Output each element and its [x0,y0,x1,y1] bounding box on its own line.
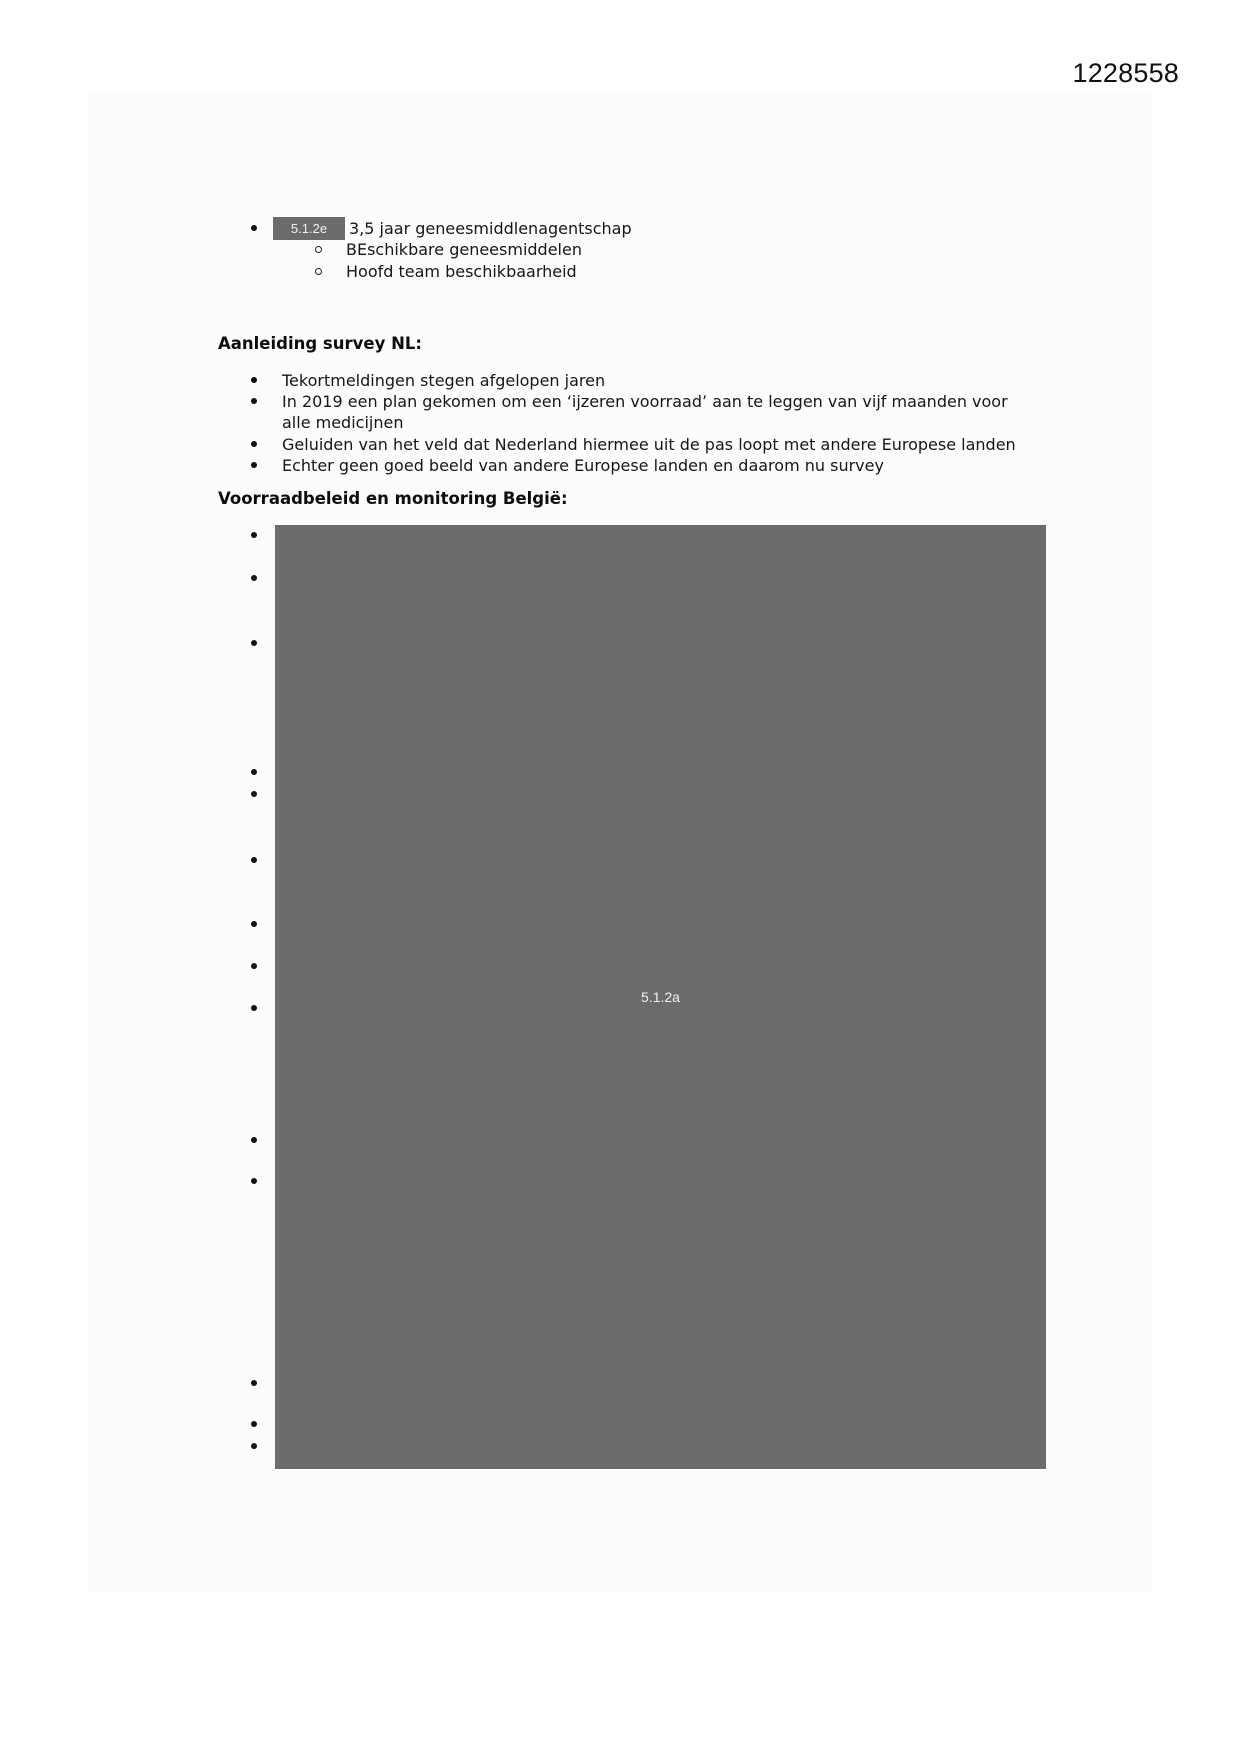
bullet-icon [251,1380,257,1386]
section-heading: Aanleiding survey NL: [218,334,422,353]
bullet-icon [251,1443,257,1449]
redaction-label: 5.1.2a [641,989,680,1005]
bullet-icon [251,1421,257,1427]
bullet-icon [251,532,257,538]
redaction-box [275,525,1046,1469]
bullet-icon [251,769,257,775]
bullet-icon [251,1137,257,1143]
bullet-icon [251,398,257,404]
bullet-icon [251,921,257,927]
bullet-icon [251,640,257,646]
sub-list-item-text: Hoofd team beschikbaarheid [346,262,577,281]
sub-bullet-icon [315,246,322,253]
document-number: 1228558 [1072,58,1179,88]
list-item-text: Tekortmeldingen stegen afgelopen jaren [282,371,606,390]
bullet-icon [251,791,257,797]
list-item-text: Geluiden van het veld dat Nederland hiermee uit de pas loopt met andere Europese landen [282,435,1016,454]
bullet-icon [251,462,257,468]
section-heading: Voorraadbeleid en monitoring België: [218,489,568,508]
bullet-icon [251,441,257,447]
bullet-icon [251,857,257,863]
sub-list-item-text: BEschikbare geneesmiddelen [346,240,582,259]
sub-bullet-icon [315,268,322,275]
bullet-icon [251,575,257,581]
bullet-icon [251,963,257,969]
bullet-icon [251,1178,257,1184]
redaction-box: 5.1.2e [273,217,345,240]
list-item-text: Echter geen goed beeld van andere Europese landen en daarom nu survey [282,456,884,475]
list-item-text: In 2019 een plan gekomen om een ‘ijzeren voorraad’ aan te leggen van vijf maanden voor [282,392,1008,411]
list-item-text: 3,5 jaar geneesmiddlenagentschap [349,219,632,238]
bullet-icon [251,225,257,231]
bullet-icon [251,377,257,383]
bullet-icon [251,1005,257,1011]
list-item-text-continued: alle medicijnen [282,413,404,432]
